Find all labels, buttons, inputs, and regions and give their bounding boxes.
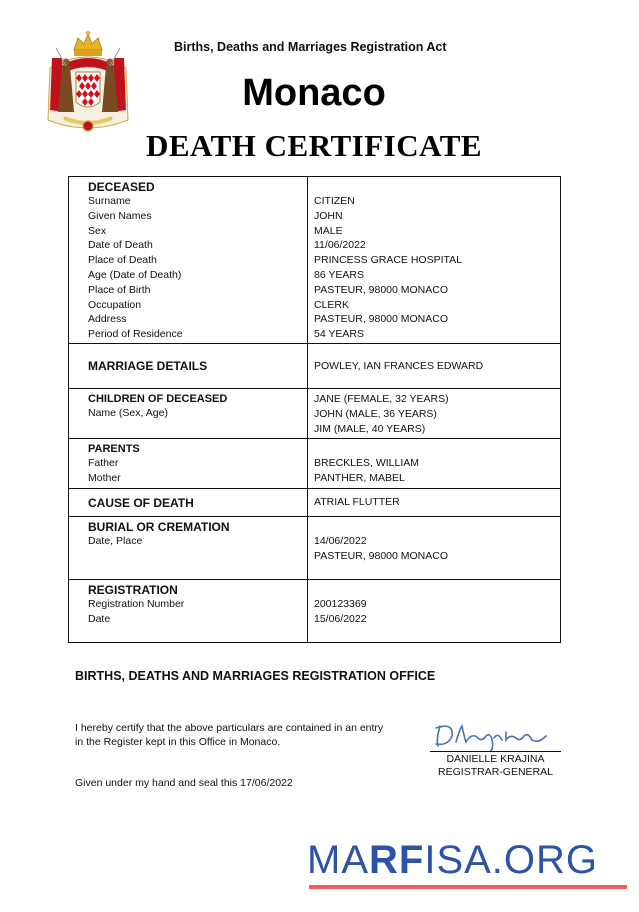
children-section: [69, 389, 561, 439]
field-label: Name (Sex, Age): [88, 407, 168, 419]
field-label: Date of Death: [88, 239, 153, 252]
certification-statement: [75, 722, 383, 749]
field-value: PANTHER, MABEL: [314, 471, 405, 484]
given-statement: Given under my hand and seal this 17/06/2022: [75, 777, 293, 789]
field-value: PASTEUR, 98000 MONACO: [314, 313, 449, 326]
field-label: Period of Residence: [88, 328, 183, 341]
field-label: Place of Death: [88, 254, 157, 267]
field-value: 86 YEARS: [314, 268, 365, 281]
registrar-block: [430, 753, 561, 779]
section-heading: REGISTRATION: [88, 583, 178, 597]
certify-line: in the Register kept in this Office in Monaco.: [75, 735, 281, 748]
field-value: PASTEUR, 98000 MONACO: [314, 283, 449, 296]
registration-date: 15/06/2022: [314, 612, 367, 625]
watermark-logo: [307, 838, 598, 882]
section-heading: BURIAL OR CREMATION: [88, 520, 230, 534]
field-value: PRINCESS GRACE HOSPITAL: [314, 254, 463, 267]
certify-line: I hereby certify that the above particulars are contained in an entry: [75, 722, 384, 734]
section-heading: DECEASED: [88, 180, 155, 194]
watermark-part: ISA.ORG: [424, 838, 599, 882]
field-value: MALE: [314, 224, 343, 237]
parents-section: [69, 439, 561, 489]
burial-place: PASTEUR, 98000 MONACO: [314, 549, 449, 562]
watermark-part: MA: [307, 838, 369, 882]
registration-number: 200123369: [314, 598, 367, 610]
field-label: Place of Birth: [88, 283, 151, 296]
certificate-title: DEATH CERTIFICATE: [145, 128, 483, 163]
office-title: BIRTHS, DEATHS AND MARRIAGES REGISTRATION OFFICE: [75, 669, 436, 683]
field-label: Mother: [88, 471, 121, 484]
marriage-section: [69, 344, 561, 389]
section-heading: MARRIAGE DETAILS: [88, 359, 208, 373]
registrar-title: REGISTRAR-GENERAL: [438, 766, 553, 778]
cause-value: ATRIAL FLUTTER: [314, 496, 400, 509]
section-heading: PARENTS: [88, 443, 140, 455]
field-label: Father: [88, 457, 119, 469]
field-label: Date: [88, 612, 111, 625]
field-value: CLERK: [314, 298, 350, 311]
field-value: 11/06/2022: [314, 239, 366, 252]
field-label: Given Names: [88, 209, 152, 222]
act-title: Births, Deaths and Marriages Registration Act: [174, 40, 447, 54]
field-value: BRECKLES, WILLIAM: [314, 457, 420, 469]
field-label: Registration Number: [88, 598, 185, 610]
burial-date: 14/06/2022: [314, 535, 367, 547]
field-label: Age (Date of Death): [88, 268, 182, 281]
cause-section: [69, 489, 561, 517]
signature-line: [430, 751, 561, 752]
field-value: CITIZEN: [314, 195, 355, 207]
field-label: Surname: [88, 195, 131, 207]
burial-section: [69, 517, 561, 580]
country-title: Monaco: [242, 72, 386, 114]
field-label: Sex: [88, 224, 107, 237]
child-value: JOHN (MALE, 36 YEARS): [314, 407, 437, 420]
section-heading: CHILDREN OF DECEASED: [88, 393, 228, 405]
spouse-value: POWLEY, IAN FRANCES EDWARD: [314, 359, 484, 372]
registration-section: [69, 580, 561, 643]
child-value: JIM (MALE, 40 YEARS): [314, 422, 426, 435]
registrar-name: DANIELLE KRAJINA: [446, 753, 545, 765]
certificate-table: [68, 176, 561, 643]
field-label: Date, Place: [88, 535, 143, 547]
field-value: 54 YEARS: [314, 328, 365, 341]
watermark-underline: [309, 885, 627, 889]
field-label: Address: [88, 313, 127, 326]
section-heading: CAUSE OF DEATH: [88, 495, 194, 510]
deceased-section: [69, 177, 561, 344]
signature-icon: [428, 718, 562, 752]
field-value: JOHN: [314, 209, 343, 222]
field-label: Occupation: [88, 298, 142, 311]
child-value: JANE (FEMALE, 32 YEARS): [314, 393, 449, 405]
watermark-part: RF: [369, 838, 425, 882]
